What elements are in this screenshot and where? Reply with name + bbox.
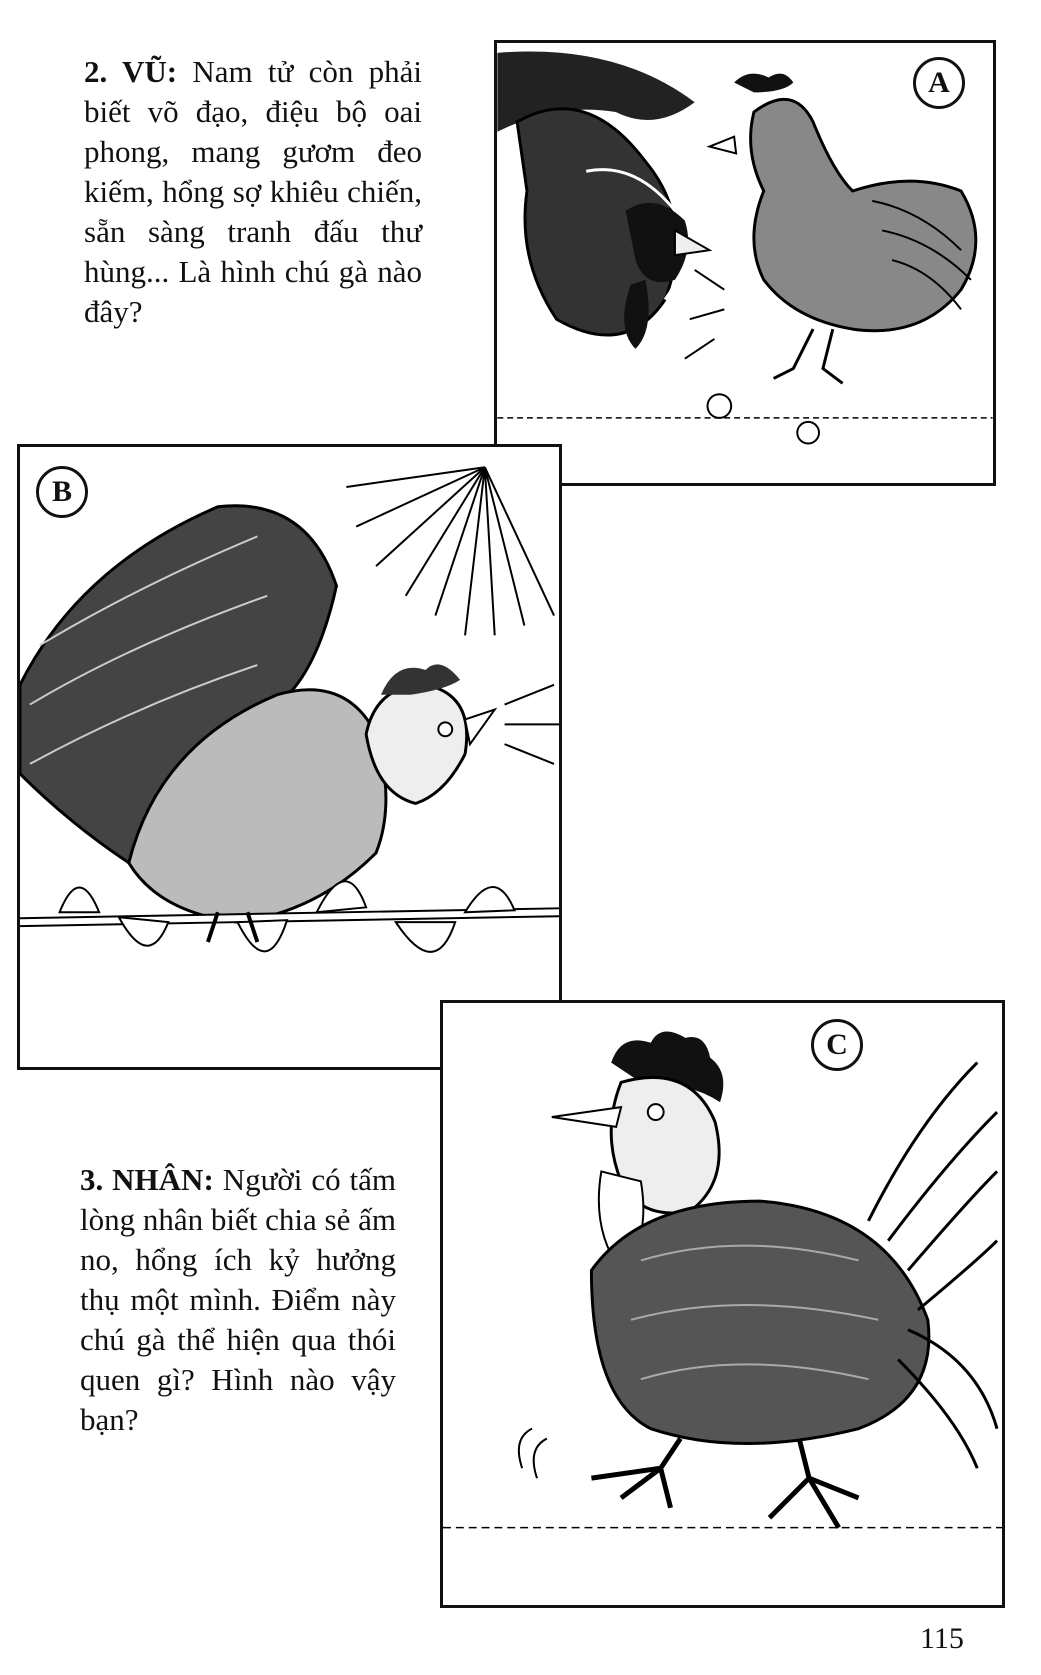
rooster-illustration (443, 1003, 1002, 1605)
panel-b-label: B (36, 466, 88, 518)
panel-c-rooster (440, 1000, 1005, 1608)
crowing-rooster-illustration (20, 447, 559, 1067)
question-2 (84, 52, 422, 332)
panel-a-label: A (913, 57, 965, 109)
fighting-roosters-illustration (497, 43, 993, 483)
question-3-text: Người có tấm lòng nhân biết chia sẻ ấm no, hổng ích kỷ hưởng thụ một mình. Điểm này chú gà thể hiện qua thói quen gì? Hình nào vậy bạn? (80, 1162, 396, 1437)
question-3 (80, 1160, 396, 1440)
page-number: 115 (920, 1622, 964, 1655)
question-2-number: 2. VŨ: (84, 54, 178, 89)
panel-a-fighting-roosters (494, 40, 996, 486)
panel-c-label: C (811, 1019, 863, 1071)
question-2-text: Nam tử còn phải biết võ đạo, điệu bộ oai phong, mang gươm đeo kiếm, hổng sợ khiêu chiến, sẵn sàng tranh đấu thư hùng... Là hình chú gà nào đây? (84, 54, 422, 329)
panel-b-crowing-rooster (17, 444, 562, 1070)
question-3-number: 3. NHÂN: (80, 1162, 214, 1197)
